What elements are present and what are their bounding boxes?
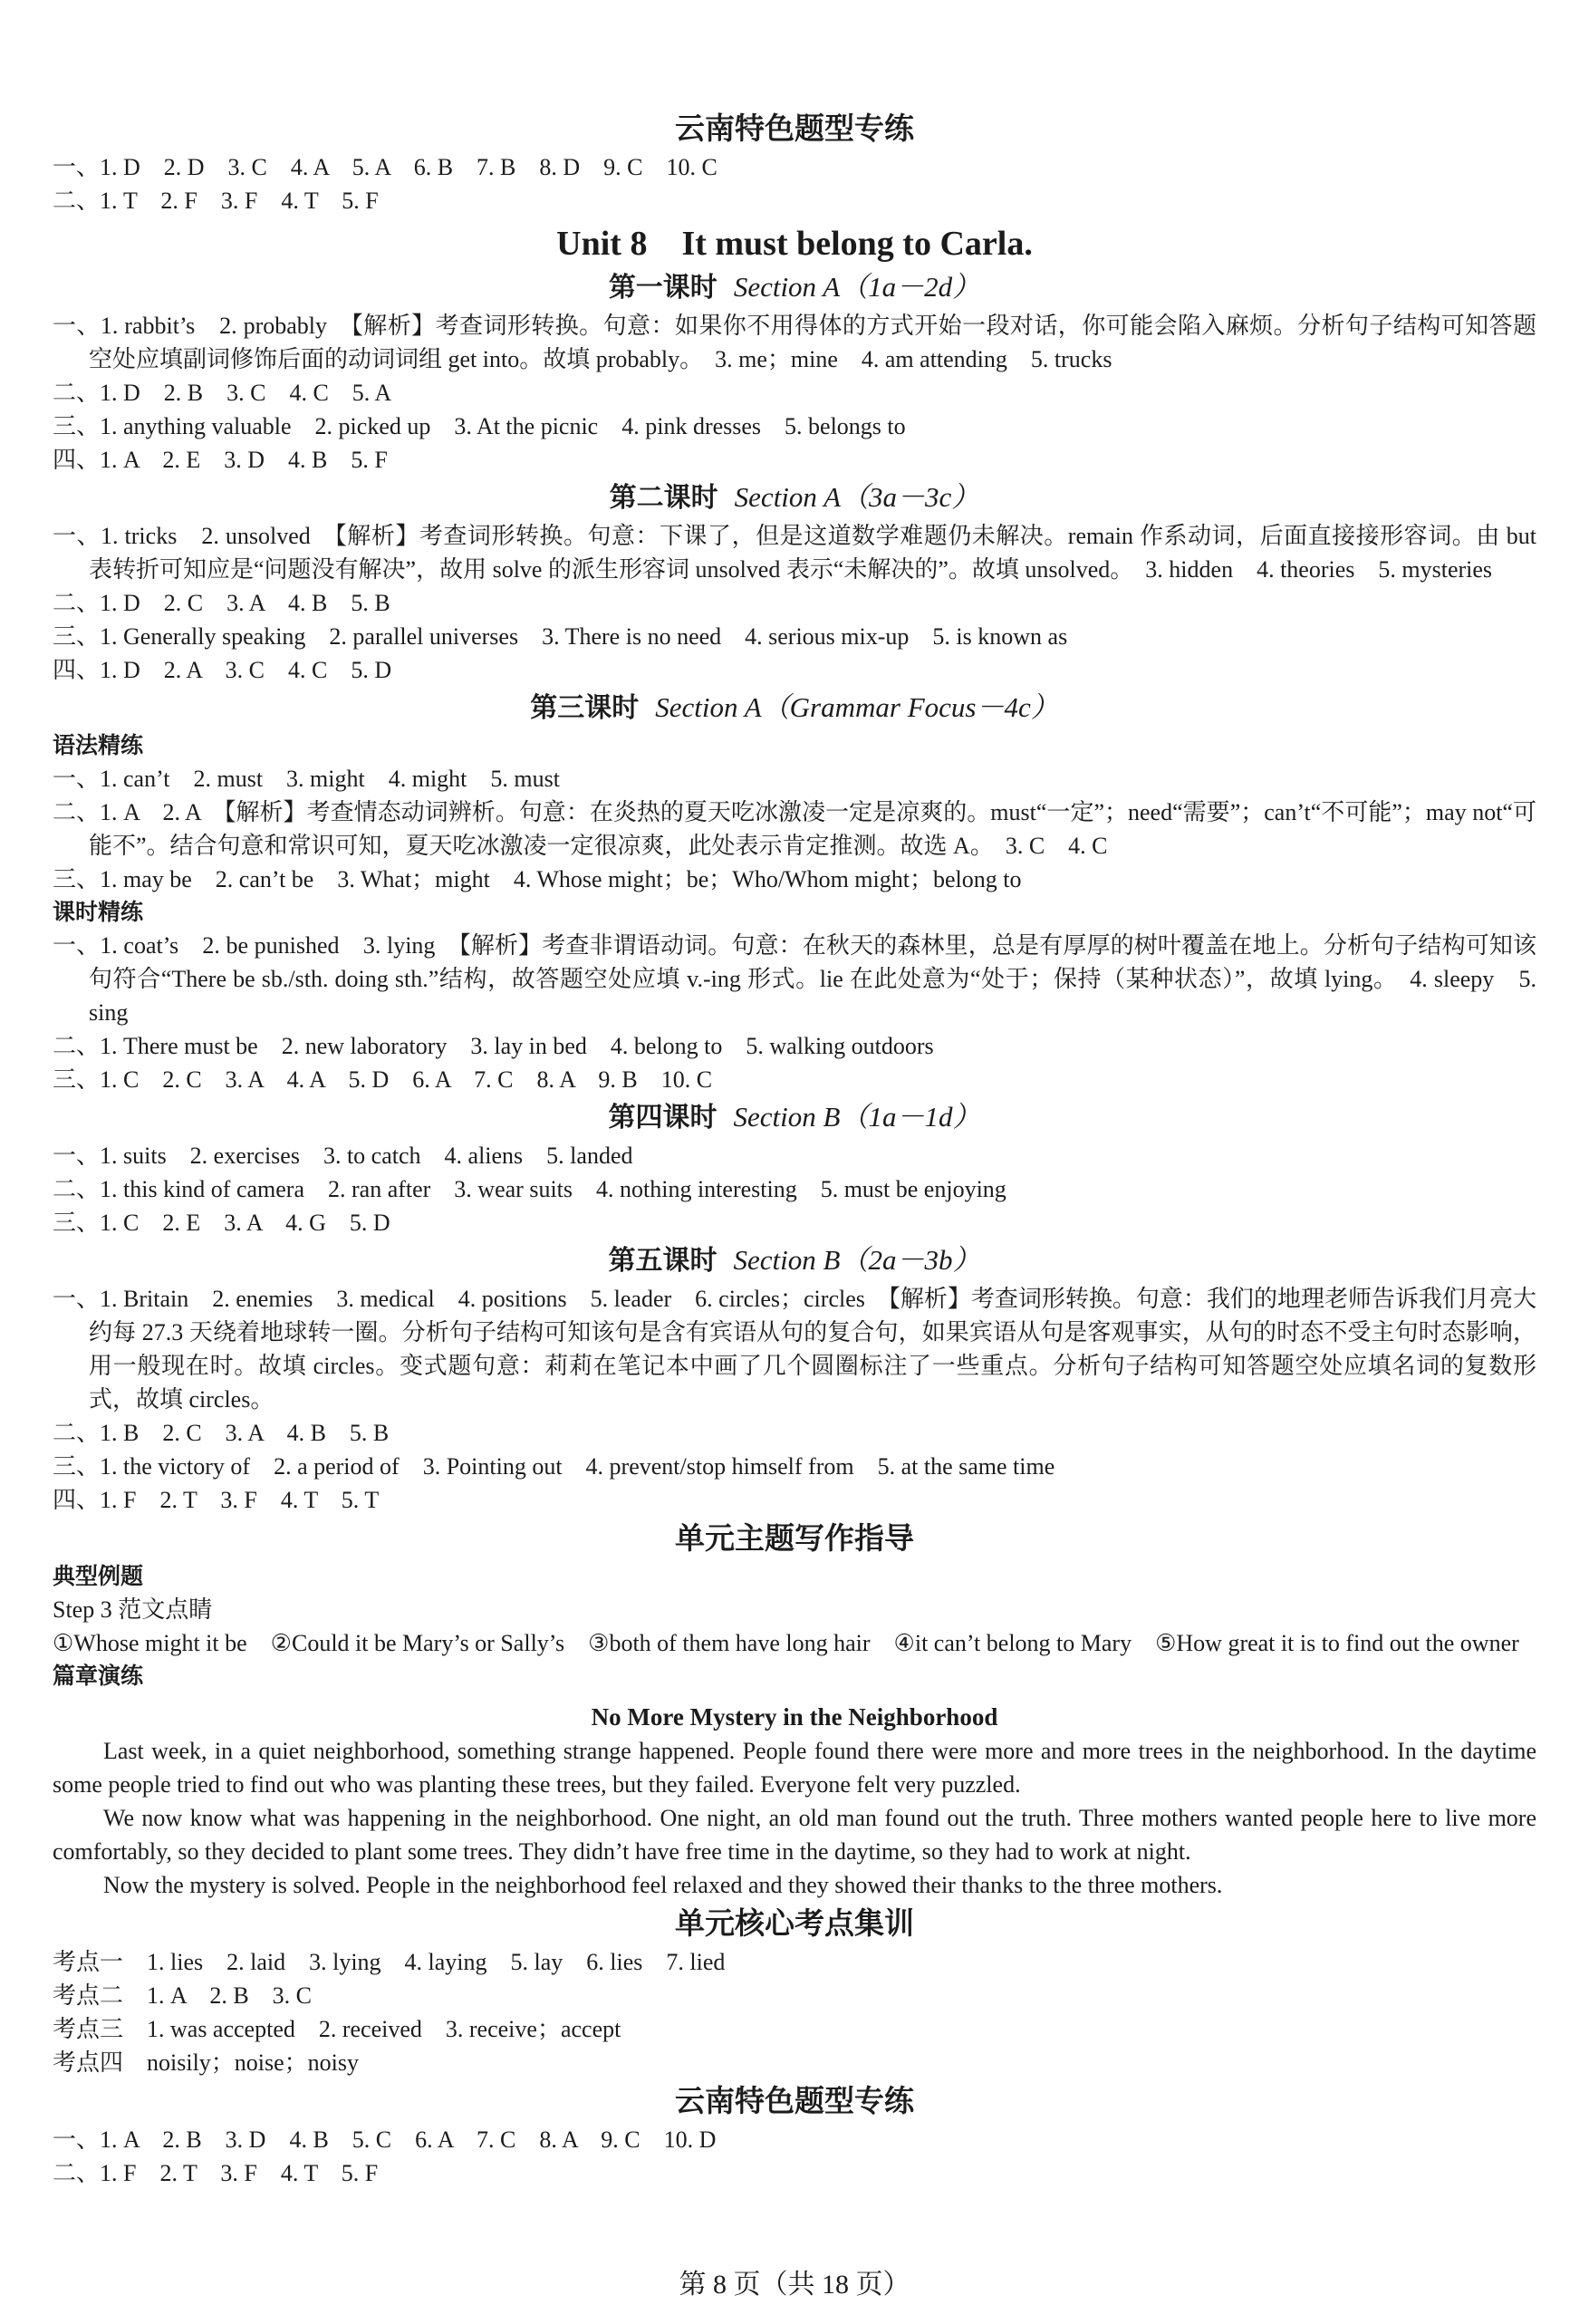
answer-line: 三、1. the victory of 2. a period of 3. Pointing out 4. prevent/stop himself from 5. at the same time [53, 1453, 1055, 1480]
lesson-name: 第四课时 [608, 1102, 717, 1133]
answer-line: 一、1. A 2. B 3. D 4. B 5. C 6. A 7. C 8. A 9. C 10. D [53, 2126, 717, 2153]
answer-line: 二、1. B 2. C 3. A 4. B 5. B [53, 1420, 390, 1446]
lesson-section: Section A（1a－2d） [733, 271, 981, 303]
page-footer: 第 8 页（共 18 页） [679, 2270, 910, 2300]
subsection-label: 典型例题 [53, 1563, 144, 1589]
subsection-label: 篇章演练 [53, 1663, 144, 1689]
section-title-writing: 单元主题写作指导 [675, 1520, 914, 1556]
answer-line: 考点三 1. was accepted 2. received 3. receive；accept [53, 2016, 621, 2042]
answer-line: 四、1. F 2. T 3. F 4. T 5. T [53, 1487, 380, 1513]
essay-paragraph: We now know what was happening in the neighborhood. One night, an old man found out the truth. Three mothers wanted people here to live more comfortably, so they decided to plant some trees. They didn’t have free time in the daytime, so they had to work at night. [53, 1805, 1536, 1865]
answer-line: 二、1. this kind of camera 2. ran after 3. wear suits 4. nothing interesting 5. must be enjoying [53, 1176, 1006, 1202]
answer-line: 三、1. C 2. E 3. A 4. G 5. D [53, 1210, 390, 1236]
answer-line: 考点四 noisily；noise；noisy [53, 2049, 360, 2076]
answer-line: 三、1. anything valuable 2. picked up 3. At the picnic 4. pink dresses 5. belongs to [53, 413, 906, 439]
section-title-yunnan-1: 云南特色题型专练 [675, 111, 914, 146]
answer-line: 三、1. C 2. C 3. A 4. A 5. D 6. A 7. C 8. A 9. B 10. C [53, 1066, 713, 1093]
lesson-title-1 [53, 268, 1536, 307]
answer-line: 二、1. D 2. B 3. C 4. C 5. A [53, 380, 392, 406]
lesson-section: Section B（2a－3b） [733, 1244, 981, 1276]
answer-paragraph: ①Whose might it be ②Could it be Mary’s or Sally’s ③both of them have long hair ④it can’t belong to Mary ⑤How great it is to find out the owner [53, 1630, 1519, 1656]
lesson-section: Section A（3a－3c） [734, 481, 980, 513]
answer-paragraph: 一、1. coat’s 2. be punished 3. lying 【解析】考查非谓语动词。句意：在秋天的森林里，总是有厚厚的树叶覆盖在地上。分析句子结构可知该句符合“There be sb./sth. doing sth.”结构，故答题空处应填 v.-ing 形式。lie 在此处意为“处于；保持（某种状态）”，故填 lying。 4. sleepy 5. sing [53, 932, 1536, 1026]
answer-paragraph: 一、1. rabbit’s 2. probably 【解析】考查词形转换。句意：如果你不用得体的方式开始一段对话，你可能会陷入麻烦。分析句子结构可知答题空处应填副词修饰后面的动词词组 get into。故填 probably。 3. me；mine 4. am attending 5. trucks [53, 313, 1536, 372]
lesson-title-4 [53, 1098, 1536, 1137]
lesson-name: 第三课时 [530, 692, 640, 724]
answer-line: 四、1. A 2. E 3. D 4. B 5. F [53, 447, 388, 473]
subsection-label: 语法精练 [53, 732, 144, 758]
answer-line: 一、1. can’t 2. must 3. might 4. might 5. must [53, 766, 560, 792]
answer-line: 二、1. D 2. C 3. A 4. B 5. B [53, 590, 390, 616]
subsection-label: 课时精练 [53, 899, 144, 925]
answer-line: 考点一 1. lies 2. laid 3. lying 4. laying 5. lay 6. lies 7. lied [53, 1949, 726, 1975]
lesson-name: 第五课时 [608, 1245, 717, 1277]
answer-line: 考点二 1. A 2. B 3. C [53, 1982, 313, 2009]
step-label: Step 3 范文点睛 [53, 1596, 213, 1623]
lesson-title-5 [53, 1241, 1536, 1280]
answer-line: 二、1. T 2. F 3. F 4. T 5. F [53, 188, 379, 214]
answer-line: 一、1. D 2. D 3. C 4. A 5. A 6. B 7. B 8. D 9. C 10. C [53, 154, 717, 180]
answer-paragraph: 二、1. A 2. A 【解析】考查情态动词辨析。句意：在炎热的夏天吃冰激凌一定是凉爽的。must“一定”；need“需要”；can’t“不可能”；may not“可能不”。结合句意和常识可知，夏天吃冰激凌一定很凉爽，此处表示肯定推测。故选 A。 3. C 4. C [53, 799, 1536, 859]
lesson-section: Section B（1a－1d） [733, 1101, 981, 1133]
essay-title: No More Mystery in the Neighborhood [591, 1703, 998, 1731]
answer-paragraph: 一、1. tricks 2. unsolved 【解析】考查词形转换。句意：下课了，但是这道数学难题仍未解决。remain 作系动词，后面直接接形容词。由 but 表转折可知应是“问题没有解决”，故用 solve 的派生形容词 unsolved 表示“未解决的”。故填 unsolved。 3. hidden 4. theories 5. mysteries [53, 523, 1536, 583]
unit-title: Unit 8 It must belong to Carla. [556, 225, 1033, 263]
essay-paragraph: Now the mystery is solved. People in the neighborhood feel relaxed and they showed their thanks to the three mothers. [103, 1872, 1223, 1898]
lesson-title-3 [53, 689, 1536, 728]
essay-paragraph: Last week, in a quiet neighborhood, something strange happened. People found there were more and more trees in the neighborhood. In the daytime some people tried to find out who was planting these trees, but they failed. Everyone felt very puzzled. [53, 1738, 1536, 1798]
answer-line: 三、1. may be 2. can’t be 3. What；might 4. Whose might；be；Who/Whom might；belong to [53, 866, 1022, 892]
section-title-yunnan-2: 云南特色题型专练 [675, 2083, 914, 2118]
lesson-name: 第二课时 [609, 482, 718, 514]
lesson-section: Section A（Grammar Focus－4c） [655, 691, 1059, 723]
answer-line: 二、1. There must be 2. new laboratory 3. lay in bed 4. belong to 5. walking outdoors [53, 1033, 934, 1059]
section-title-core: 单元核心考点集训 [675, 1905, 914, 1941]
lesson-name: 第一课时 [608, 272, 717, 304]
answer-line: 二、1. F 2. T 3. F 4. T 5. F [53, 2160, 379, 2186]
answer-line: 三、1. Generally speaking 2. parallel universes 3. There is no need 4. serious mix-up 5. is known as [53, 623, 1068, 650]
answer-line: 一、1. suits 2. exercises 3. to catch 4. aliens 5. landed [53, 1143, 633, 1169]
answer-line: 四、1. D 2. A 3. C 4. C 5. D [53, 657, 392, 683]
answer-paragraph: 一、1. Britain 2. enemies 3. medical 4. positions 5. leader 6. circles；circles 【解析】考查词形转换。句意：我们的地理老师告诉我们月亮大约每 27.3 天绕着地球转一圈。分析句子结构可知该句是含有宾语从句的复合句，如果宾语从句是客观事实，从句的时态不受主句时态影响，用一般现在时。故填 circles。变式题句意：莉莉在笔记本中画了几个圆圈标注了一些重点。分析句子结构可知答题空处应填名词的复数形式，故填 circles。 [53, 1286, 1536, 1413]
lesson-title-2 [53, 478, 1536, 517]
